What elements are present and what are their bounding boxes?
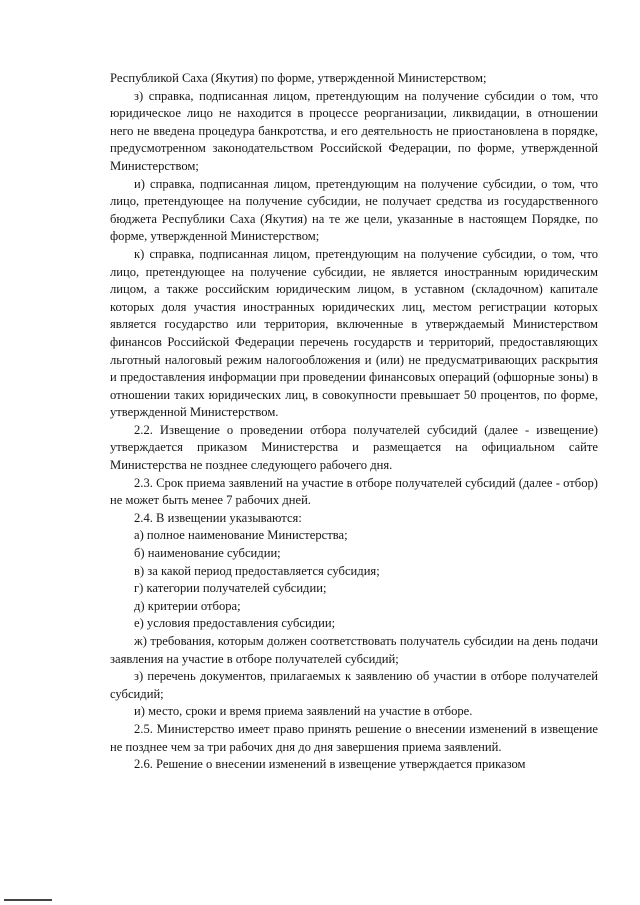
footer-rule bbox=[4, 899, 52, 901]
list-item-b: б) наименование субсидии; bbox=[134, 546, 281, 561]
list-item-zh: ж) требования, которым должен соответствовать получатель субсидии на день подачи заявления на участие в отборе получателей субсидий; bbox=[110, 634, 598, 666]
paragraph-item-k: к) справка, подписанная лицом, претендующим на получение субсидии, о том, что лицо, претендующее на получение субсидии, не является иностранным юридическим лицом, а также российским юридическим лицом, в уставном (складочном) капитале которых доля участия иностранных юридических лиц, местом регистрации которых является государство или территория, включенные в утверждаемый Министерством финансов Российской Федерации перечень государств и территорий, предоставляющих льготный налоговый режим налогообложения и (или) не предусматривающих раскрытия и предоставления информации при проведении финансовых операций (офшорные зоны) в отношении таких юридических лиц, в совокупности превышает 50 процентов, по форме, утвержденной Министерством. bbox=[110, 246, 598, 420]
paragraph-2-3: 2.3. Срок приема заявлений на участие в отборе получателей субсидий (далее - отбор) не может быть менее 7 рабочих дней. bbox=[110, 475, 598, 508]
paragraph-2-6: 2.6. Решение о внесении изменений в извещение утверждается приказом bbox=[134, 757, 526, 772]
list-item-d: д) критерии отбора; bbox=[134, 598, 241, 613]
list-item-g: г) категории получателей субсидии; bbox=[134, 581, 327, 596]
paragraph-2-2: 2.2. Извещение о проведении отбора получателей субсидий (далее - извещение) утверждается приказом Министерства и размещается на официальном сайте Министерства не позднее следующего рабочего дня. bbox=[110, 422, 598, 473]
paragraph-item-i: и) справка, подписанная лицом, претендующим на получение субсидии, о том, что лицо, претендующее на получение субсидии, не получает средства из государственного бюджета Республики Саха (Якутия) на те же цели, указанные в настоящем Порядке, по форме, утвержденной Министерством; bbox=[110, 176, 598, 244]
list-item-z: з) перечень документов, прилагаемых к заявлению об участии в отборе получателей субсидий; bbox=[110, 669, 598, 701]
paragraph-item-z: з) справка, подписанная лицом, претендующим на получение субсидии о том, что юридическое лицо не находится в процессе реорганизации, ликвидации, в отношении него не введена процедура банкротства, и его деятельность не приостановлена в порядке, предусмотренном законодательством Российской Федерации, по форме, утвержденной Министерством; bbox=[110, 88, 598, 173]
list-item-e: е) условия предоставления субсидии; bbox=[134, 616, 336, 631]
document-page bbox=[110, 70, 598, 774]
paragraph-2-4: 2.4. В извещении указываются: bbox=[134, 510, 302, 525]
list-item-a: а) полное наименование Министерства; bbox=[134, 528, 348, 543]
list-item-v: в) за какой период предоставляется субсидия; bbox=[134, 563, 380, 578]
paragraph-continuation: Республикой Саха (Якутия) по форме, утвержденной Министерством; bbox=[110, 71, 487, 85]
paragraph-2-5: 2.5. Министерство имеет право принять решение о внесении изменений в извещение не позднее чем за три рабочих дня до дня завершения приема заявлений. bbox=[110, 721, 598, 754]
list-item-i: и) место, сроки и время приема заявлений на участие в отборе. bbox=[134, 704, 473, 719]
